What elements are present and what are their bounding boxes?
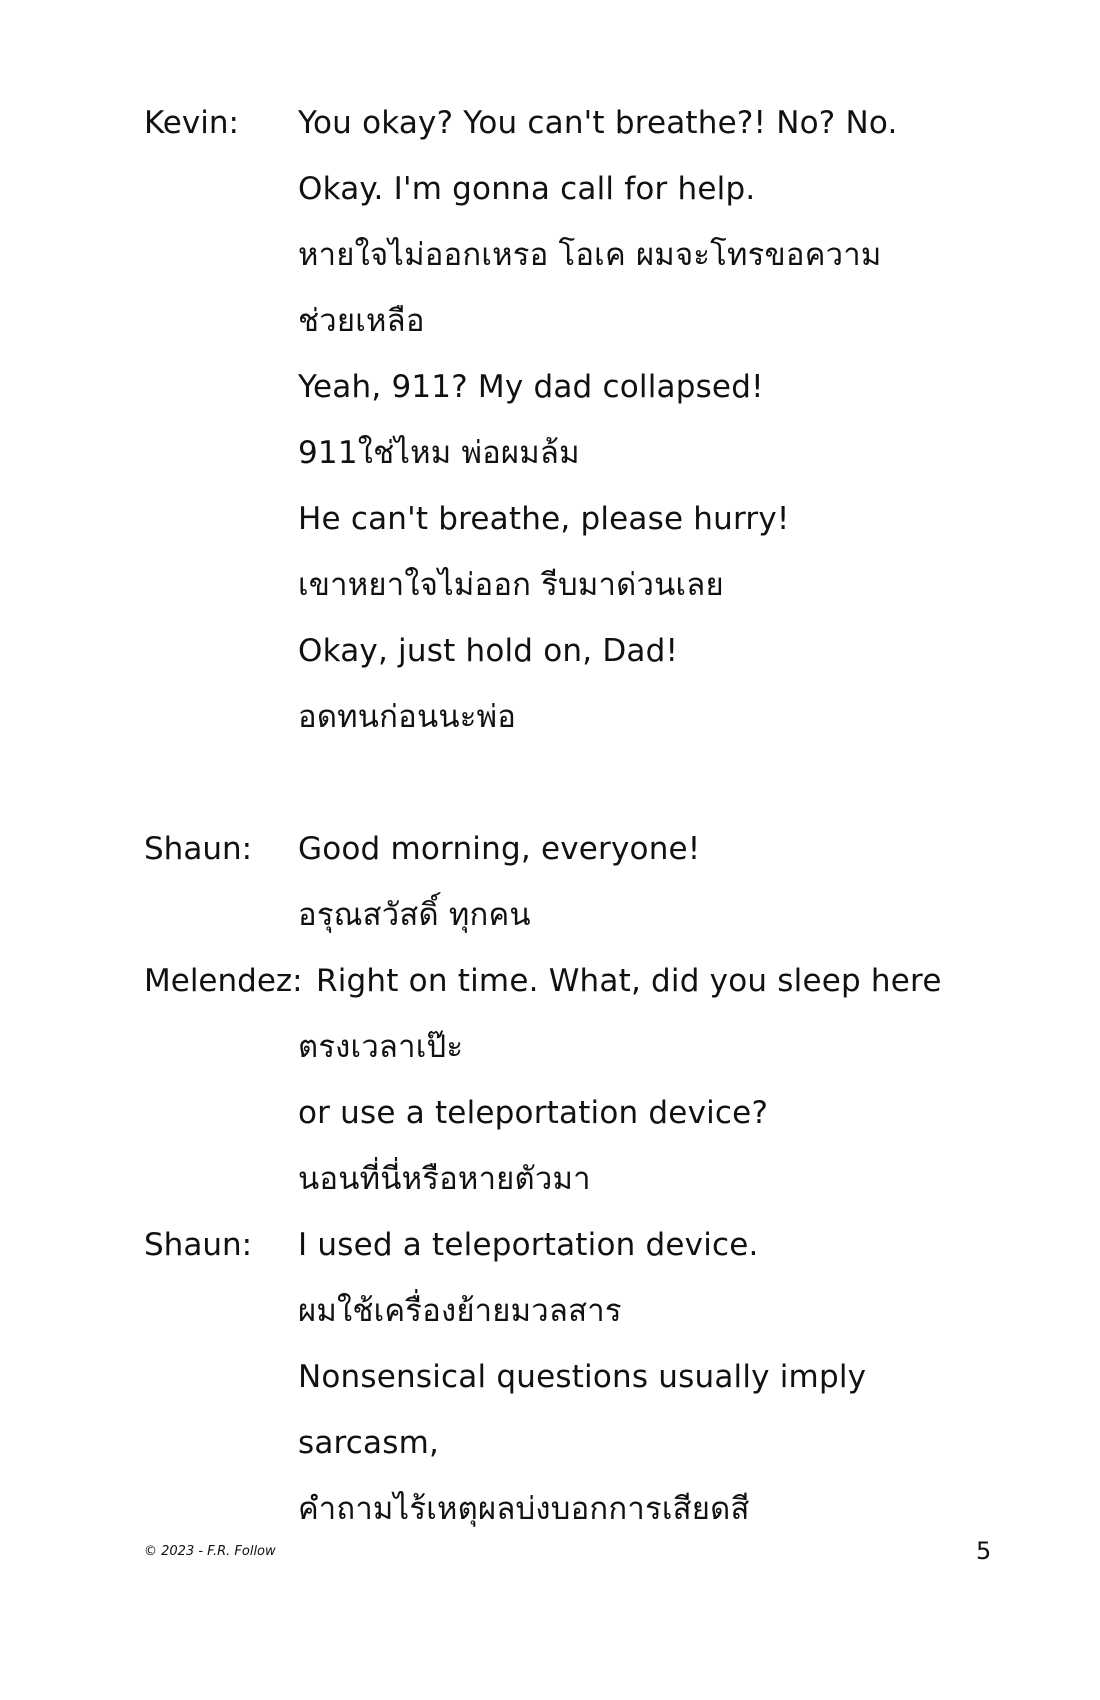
dialogue-line: Yeah, 911? My dad collapsed!: [298, 369, 764, 405]
page-number: 5: [976, 1537, 992, 1565]
dialogue-line-thai: อรุณสวัสดิ์ ทุกคน: [298, 897, 531, 933]
copyright-notice: © 2023 - F.R. Follow: [144, 1544, 276, 1559]
dialogue-line-thai: คำถามไร้เหตุผลบ่งบอกการเสียดสี: [298, 1491, 750, 1527]
speaker-name: Shaun:: [144, 831, 253, 867]
speaker-name: Shaun:: [144, 1227, 253, 1263]
dialogue-line-thai: หายใจไม่ออกเหรอ โอเค ผมจะโทรขอความ: [298, 237, 882, 273]
dialogue-line: Right on time. What, did you sleep here: [316, 963, 942, 999]
dialogue-line-thai: 911ใช่ไหม พ่อผมล้ม: [298, 435, 580, 471]
dialogue-line: He can't breathe, please hurry!: [298, 501, 790, 537]
dialogue-line-thai: เขาหยาใจไม่ออก รีบมาด่วนเลย: [298, 567, 724, 603]
dialogue-line: Okay. I'm gonna call for help.: [298, 171, 756, 207]
dialogue-line: You okay? You can't breathe?! No? No.: [298, 105, 898, 141]
dialogue-line: or use a teleportation device?: [298, 1095, 769, 1131]
dialogue-line-thai: ช่วยเหลือ: [298, 303, 425, 339]
dialogue-line: Okay, just hold on, Dad!: [298, 633, 679, 669]
dialogue-line: Nonsensical questions usually imply: [298, 1359, 867, 1395]
speaker-name: Melendez:: [144, 963, 303, 999]
dialogue-line-thai: ผมใช้เครื่องย้ายมวลสาร: [298, 1293, 622, 1329]
dialogue-line-thai: อดทนก่อนนะพ่อ: [298, 699, 517, 735]
dialogue-line-thai: นอนที่นี่หรือหายตัวมา: [298, 1161, 591, 1197]
speaker-name: Kevin:: [144, 105, 239, 141]
dialogue-line: I used a teleportation device.: [298, 1227, 759, 1263]
dialogue-line: Good morning, everyone!: [298, 831, 701, 867]
dialogue-line-thai: ตรงเวลาเป๊ะ: [298, 1029, 464, 1065]
dialogue-line: sarcasm,: [298, 1425, 440, 1461]
